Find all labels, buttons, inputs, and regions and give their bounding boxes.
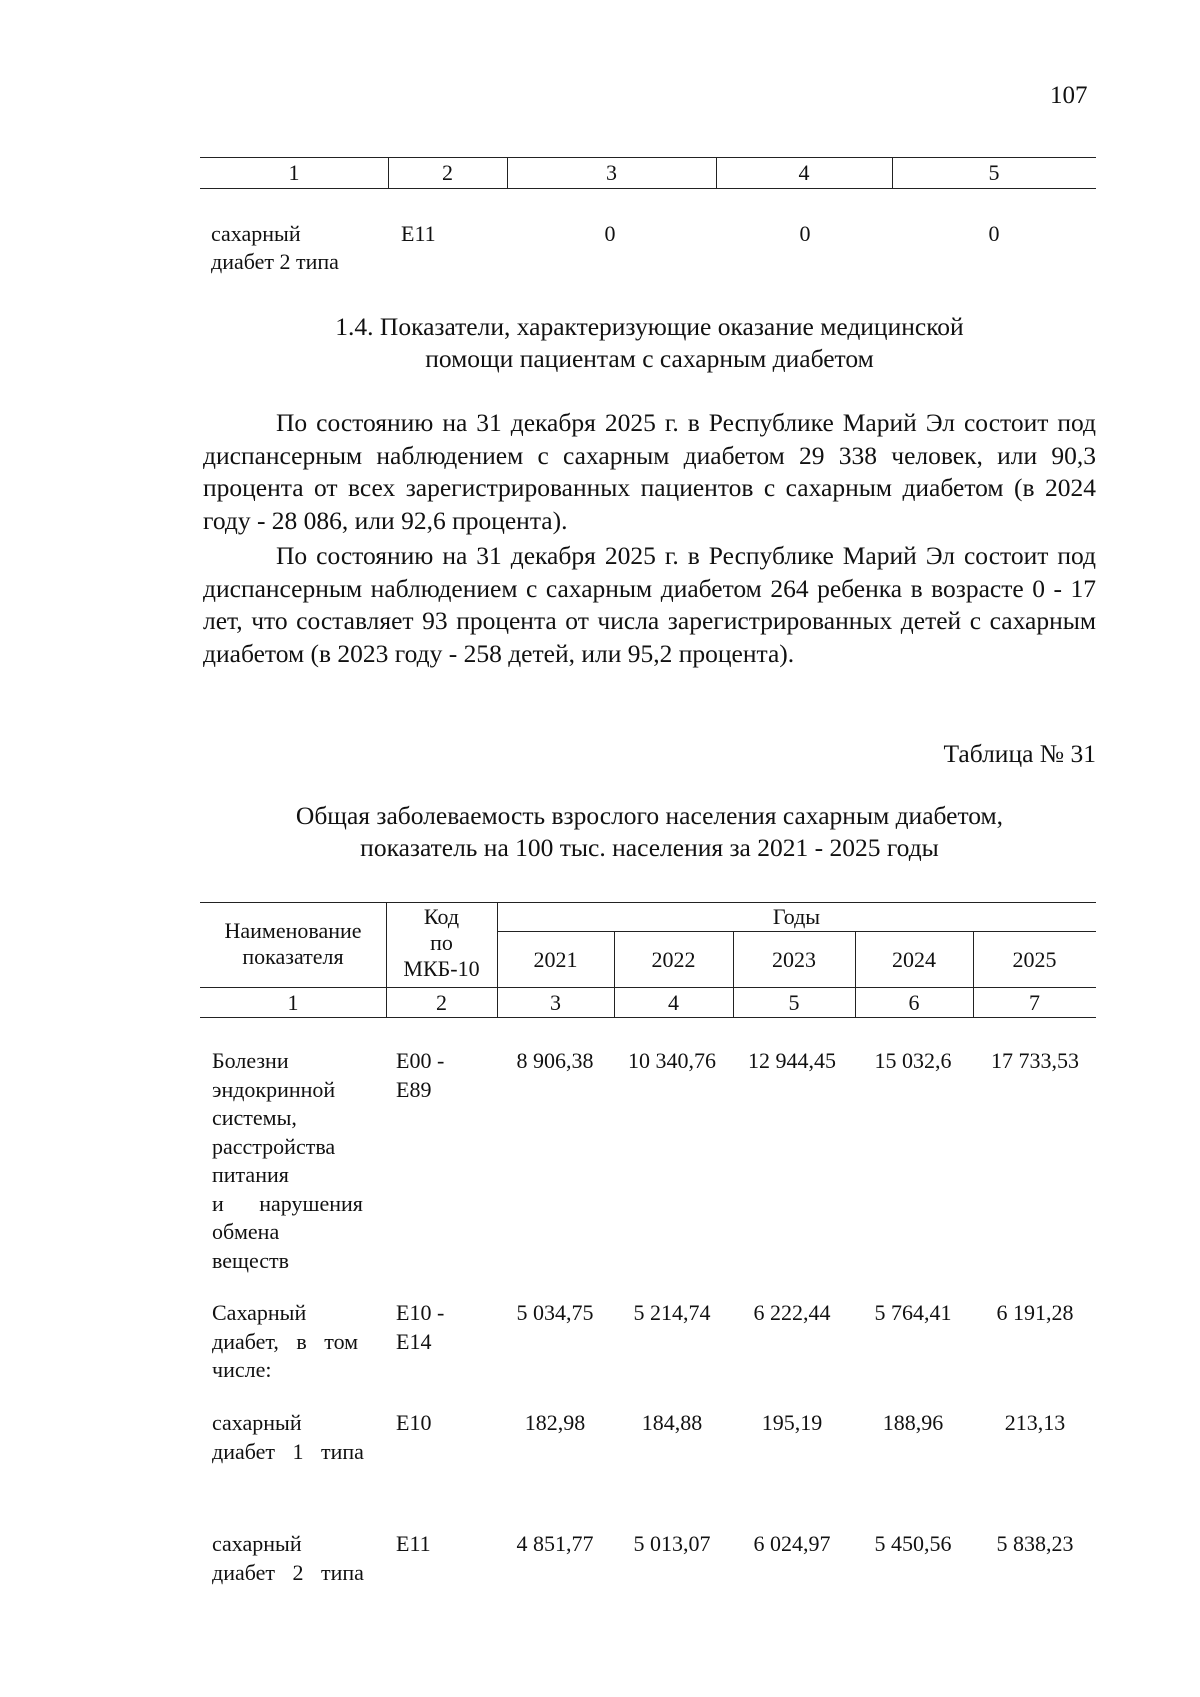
cont-row-name-line1: сахарный	[211, 221, 301, 246]
header-year-2024: 2024	[892, 947, 936, 972]
row-code-line: E10 -	[396, 1300, 445, 1325]
col-number-2: 2	[436, 990, 447, 1015]
table-label: Таблица № 31	[943, 739, 1096, 768]
row-value-2022: 184,88	[641, 1410, 703, 1435]
row-name	[212, 1409, 374, 1466]
row-value-2024: 15 032,6	[874, 1048, 952, 1073]
cont-row-value-5: 0	[988, 221, 1000, 246]
row-value-2023: 6 222,44	[753, 1300, 831, 1325]
row-code	[396, 1299, 444, 1356]
section-title-line1: 1.4. Показатели, характеризующие оказание медицинской	[335, 312, 964, 341]
row-code-line: E10	[396, 1410, 432, 1435]
header-code-line2: по	[430, 930, 453, 955]
row-value-2022: 5 214,74	[633, 1300, 711, 1325]
section-title-line2: помощи пациентам с сахарным диабетом	[425, 344, 874, 373]
header-code	[386, 904, 497, 982]
cont-row-name-line2: диабет 2 типа	[211, 249, 339, 274]
row-name-line: сахарный	[212, 1410, 302, 1435]
row-name-line: расстройства	[212, 1133, 336, 1159]
row-name	[212, 1299, 374, 1385]
section-title	[203, 311, 1096, 375]
row-code	[396, 1530, 431, 1559]
row-code	[396, 1047, 444, 1104]
row-value-2025: 5 838,23	[996, 1531, 1074, 1556]
cont-row-code: E11	[401, 221, 436, 246]
row-value-2021: 5 034,75	[516, 1300, 594, 1325]
row-name-line: веществ	[212, 1247, 290, 1273]
col-header-4: 4	[798, 160, 810, 185]
header-year-2023: 2023	[772, 947, 816, 972]
row-value-2024: 5 764,41	[874, 1300, 952, 1325]
row-name-line: Сахарный	[212, 1300, 307, 1325]
row-value-2022: 5 013,07	[633, 1531, 711, 1556]
row-name-line: диабет, в том	[212, 1328, 359, 1354]
row-value-2022: 10 340,76	[628, 1048, 716, 1073]
row-name	[212, 1530, 374, 1587]
row-name-line: диабет 1 типа	[212, 1438, 364, 1464]
row-value-2023: 12 944,45	[748, 1048, 836, 1073]
row-value-2025: 17 733,53	[991, 1048, 1079, 1073]
row-value-2025: 213,13	[1004, 1410, 1066, 1435]
row-name-line: Болезни	[212, 1048, 289, 1073]
header-years-label: Годы	[772, 904, 821, 929]
cont-row-value-4: 0	[799, 221, 811, 246]
col-number-1: 1	[287, 990, 299, 1015]
row-name-line: числе:	[212, 1357, 272, 1382]
col-number-4: 4	[668, 990, 679, 1015]
row-value-2025: 6 191,28	[996, 1300, 1074, 1325]
row-name-line: обмена	[212, 1219, 280, 1244]
row-value-2021: 8 906,38	[516, 1048, 594, 1073]
col-number-7: 7	[1029, 990, 1040, 1015]
row-code-line: E00 -	[396, 1048, 445, 1073]
col-header-5: 5	[988, 160, 1000, 185]
col-header-2: 2	[442, 160, 453, 185]
row-name-line: и нарушения	[212, 1190, 363, 1216]
row-code-line: E11	[396, 1531, 431, 1556]
header-name-line1: Наименование	[224, 918, 362, 943]
row-name-line: сахарный	[212, 1531, 302, 1556]
col-number-5: 5	[788, 990, 800, 1015]
col-number-3: 3	[550, 990, 561, 1015]
row-name-line: диабет 2 типа	[212, 1559, 364, 1585]
row-name-line: эндокринной	[212, 1076, 336, 1102]
cont-row-value-3: 0	[604, 221, 616, 246]
header-year-2021: 2021	[533, 947, 578, 972]
col-header-1: 1	[288, 160, 300, 185]
row-value-2024: 5 450,56	[874, 1531, 952, 1556]
row-name	[212, 1047, 374, 1275]
row-value-2023: 195,19	[761, 1410, 823, 1435]
row-code-line: E14	[396, 1328, 432, 1354]
col-number-6: 6	[908, 990, 920, 1015]
header-code-line3: МКБ-10	[403, 956, 480, 981]
col-header-3: 3	[606, 160, 617, 185]
header-code-line1: Код	[423, 904, 460, 929]
row-code	[396, 1409, 431, 1438]
header-name	[200, 918, 386, 970]
row-name-line: питания	[212, 1162, 289, 1187]
row-value-2024: 188,96	[882, 1410, 944, 1435]
row-value-2021: 182,98	[524, 1410, 586, 1435]
table-title	[203, 800, 1096, 864]
row-value-2023: 6 024,97	[753, 1531, 831, 1556]
table-title-line1: Общая заболеваемость взрослого населения сахарным диабетом,	[295, 801, 1004, 830]
paragraph-1: По состоянию на 31 декабря 2025 г. в Республике Марий Эл состоит под диспансерным наблюдением с сахарным диабетом 29 338 человек, или 90,3 процента от всех зарегистрированных пациентов с сахарным диабетом (в 2024 году - 28 086, или 92,6 процента).	[203, 408, 1096, 535]
row-value-2021: 4 851,77	[516, 1531, 594, 1556]
row-code-line: E89	[396, 1076, 432, 1102]
row-name-line: системы,	[212, 1105, 297, 1130]
header-year-2022: 2022	[651, 947, 696, 972]
continuation-table-header	[200, 157, 1096, 189]
paragraph-2: По состоянию на 31 декабря 2025 г. в Республике Марий Эл состоит под диспансерным наблюдением с сахарным диабетом 264 ребенка в возрасте 0 - 17 лет, что составляет 93 процента от числа зарегистрированных детей с сахарным диабетом (в 2023 году - 258 детей, или 95,2 процента).	[203, 541, 1096, 668]
header-year-2025: 2025	[1012, 947, 1057, 972]
page-number: 107	[1050, 82, 1088, 109]
table-title-line2: показатель на 100 тыс. населения за 2021 - 2025 годы	[360, 833, 939, 862]
header-name-line2: показателя	[242, 944, 344, 969]
